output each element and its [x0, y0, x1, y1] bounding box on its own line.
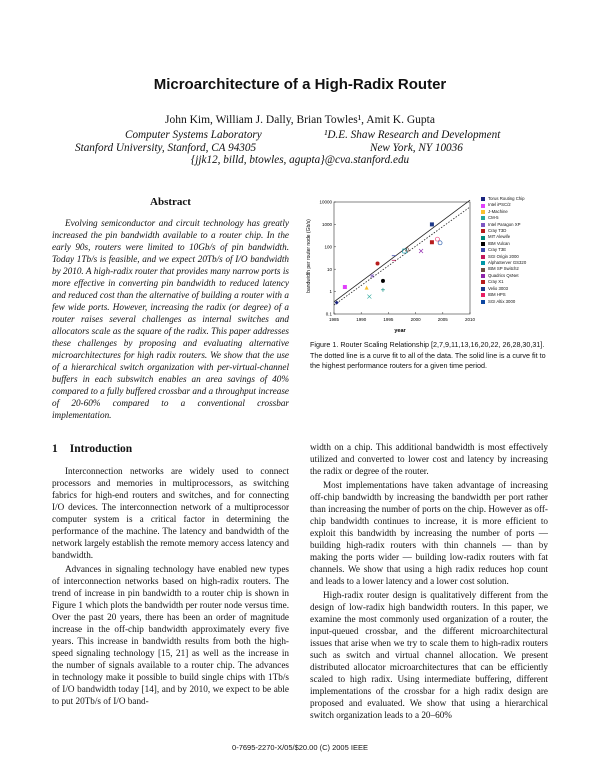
y-tick-label: 0.1 — [325, 311, 332, 317]
author-emails: {jjk12, billd, btowles, agupta}@cva.stanford.edu — [190, 154, 410, 166]
legend-label: J-Machine — [488, 208, 508, 214]
intro-right-column — [310, 441, 548, 721]
data-point — [430, 240, 434, 244]
section-number: 1 — [52, 443, 58, 455]
figure-1-chart — [304, 196, 484, 336]
y-axis-label: bandwidth per router node (Gb/s) — [306, 219, 312, 293]
x-tick-label: 2010 — [464, 317, 476, 322]
legend-swatch — [481, 300, 485, 304]
data-point — [365, 286, 369, 290]
legend-swatch — [481, 236, 485, 240]
abstract-heading: Abstract — [150, 196, 191, 208]
legend-swatch — [481, 210, 485, 214]
figure-1-caption: Figure 1. Router Scaling Relationship [2,7,9,11,13,16,20,22, 26,28,30,31]. The dotted line is a curve fit to all of the data. The solid line is a curve fit to the highest performance routers for a given time period. — [310, 340, 546, 370]
data-point — [419, 249, 423, 253]
section-heading-introduction — [52, 443, 144, 455]
legend-label: Cray T3D — [488, 228, 507, 234]
data-point — [430, 222, 434, 226]
legend-label: IBM HPS — [488, 292, 506, 298]
chart-legend — [481, 196, 551, 305]
y-tick-label: 10 — [326, 266, 332, 272]
legend-label: CM-5 — [488, 215, 499, 221]
affiliation-left-line2: Stanford University, Stanford, CA 94305 — [75, 142, 257, 154]
x-tick-label: 1985 — [328, 317, 340, 322]
legend-label: MIT Alewife — [488, 234, 511, 240]
data-point — [381, 279, 385, 283]
y-tick-label: 10000 — [319, 199, 332, 205]
legend-label: Cray X1 — [488, 279, 504, 285]
data-point — [435, 237, 439, 241]
abstract-body — [52, 217, 289, 421]
legend-label: Cray T3E — [488, 247, 507, 253]
affiliation-right-line2: New York, NY 10036 — [370, 142, 463, 154]
x-tick-label: 2005 — [437, 317, 448, 322]
legend-swatch — [481, 204, 485, 208]
legend-swatch — [481, 242, 485, 246]
intro-paragraph-4: High-radix router design is qualitatively different from the design of low-radix high bandwidth routers. In this paper, we examine the most commonly used organization of a router, the input-queued crossbar, and the different microarchitectural issues that arise when we try to scale them to high-radix routers such as switch and virtual channel allocation. We present distributed allocator microarchitectures that can be efficiently scaled to high radix. Using intermediate buffering, different implementations of the crossbar for a high radix design are proposed and evaluated. We show that using a hierarchical switch organization leads to a 20–60% — [310, 590, 548, 720]
legend-swatch — [481, 287, 485, 291]
legend-swatch — [481, 223, 485, 227]
legend-label: SGI Altix 3000 — [488, 298, 516, 304]
intro-paragraph-2: Advances in signaling technology have enabled new types of interconnection networks based on high-radix routers. The trend of increase in pin bandwidth to a router chip is shown in Figure 1 which plots the bandwidth per router node versus time. Over the past 20 years, there has been an order of magnitude increase in the off-chip bandwidth approximately every five years. This increase in bandwidth results from both the high-speed signaling technology [15, 21] as well as the increase in the number of signals available to a router chip. The advances in technology make it possible to build single chips with 1Tb/s of I/O bandwidth today [14], and by 2010, we expect to be able to put 20Tb/s of I/O band- — [52, 564, 289, 706]
legend-swatch — [481, 261, 485, 265]
legend-label: SGI Origin 2000 — [488, 253, 519, 259]
legend-label: IBM Vulcan — [488, 240, 510, 246]
curve-fit-line — [334, 207, 470, 305]
legend-label: IBM SP Switch2 — [488, 266, 519, 272]
legend-swatch — [481, 274, 485, 278]
legend-swatch — [481, 248, 485, 252]
x-tick-label: 2000 — [410, 317, 421, 322]
data-point — [370, 274, 374, 278]
data-point — [367, 295, 371, 299]
curve-fit-line — [334, 200, 470, 302]
legend-swatch — [481, 229, 485, 233]
intro-left-column — [52, 465, 289, 707]
legend-swatch — [481, 293, 485, 297]
affiliation-right-line1: ¹D.E. Shaw Research and Development — [324, 129, 501, 141]
x-axis-label: year — [394, 328, 406, 334]
legend-label: Velio 3003 — [488, 285, 509, 291]
data-point — [376, 261, 380, 265]
legend-label: Intel iPSC/2 — [488, 202, 511, 208]
intro-continued-paragraph: width on a chip. This additional bandwidth is most effectively utilized and converted to lower cost and latency by increasing the radix or degree of the router. — [310, 442, 548, 476]
data-point — [381, 288, 385, 292]
x-tick-label: 1995 — [383, 317, 394, 322]
legend-entry — [481, 299, 551, 305]
legend-label: AlphaServer GS320 — [488, 260, 527, 266]
y-tick-label: 100 — [324, 244, 332, 250]
page-footer: 0-7695-2270-X/05/$20.00 (C) 2005 IEEE — [232, 743, 368, 752]
affiliation-left-line1: Computer Systems Laboratory — [125, 129, 262, 141]
legend-swatch — [481, 197, 485, 201]
intro-paragraph-1: Interconnection networks are widely used to connect processors and memories in multiprocessors, as switching fabrics for high-end routers and switches, and for connecting I/O devices. The interconnection network of a multiprocessor computer system is a critical factor in determining the performance of the machine. The latency and bandwidth of the network largely establish the remote memory access latency and bandwidth. — [52, 466, 289, 560]
author-list: John Kim, William J. Dally, Brian Towles¹, Amit K. Gupta — [165, 114, 435, 126]
x-tick-label: 1990 — [356, 317, 367, 322]
legend-label: Torus Routing Chip — [488, 196, 525, 201]
legend-swatch — [481, 268, 485, 272]
legend-swatch — [481, 280, 485, 284]
y-tick-label: 1000 — [321, 222, 332, 227]
paper-title: Microarchitecture of a High-Radix Router — [153, 76, 447, 93]
legend-label: Quadrics QsNet — [488, 272, 519, 278]
legend-label: Intel Paragon XP — [488, 221, 521, 227]
intro-paragraph-3: Most implementations have taken advantage of increasing off-chip bandwidth by increasing the bandwidth per port rather than increasing the number of ports on the chip. However as off-chip bandwidth continues to increase, it is more efficient to exploit this bandwidth by increasing the number of ports — building high-radix routers with thin channels — than by making the ports wider — building low-radix routers with fat channels. We show that using a high radix reduces hop count and leads to a lower latency and a lower cost solution. — [310, 480, 548, 586]
y-tick-label: 1 — [329, 289, 332, 295]
data-point — [343, 285, 347, 289]
legend-swatch — [481, 216, 485, 220]
abstract-text: Evolving semiconductor and circuit technology has greatly increased the pin bandwidth available to a router chip. In the early 90s, routers were limited to 10Gb/s of pin bandwidth. Today 1Tb/s is feasible, and we expect 20Tb/s of I/O bandwidth by 2010. A high-radix router that provides many narrow ports is more effective in converting pin bandwidth to reduced latency and reduced cost than the alternative of building a router with a few wide ports. However, increasing the radix (or degree) of a router raises several challenges as internal switches and allocators scale as the square of the radix. This paper addresses these challenges by proposing and evaluating alternative microarchitectures for high radix routers. We show that the use of a hierarchical switch organization with per-virtual-channel buffers in each subswitch enables an area savings of 40% compared to a fully buffered crossbar and a throughput increase of 20-60% compared to a conventional crossbar implementation. — [52, 218, 289, 420]
section-title: Introduction — [69, 443, 133, 455]
data-point — [438, 241, 442, 245]
plot-frame — [334, 202, 470, 314]
legend-swatch — [481, 255, 485, 259]
